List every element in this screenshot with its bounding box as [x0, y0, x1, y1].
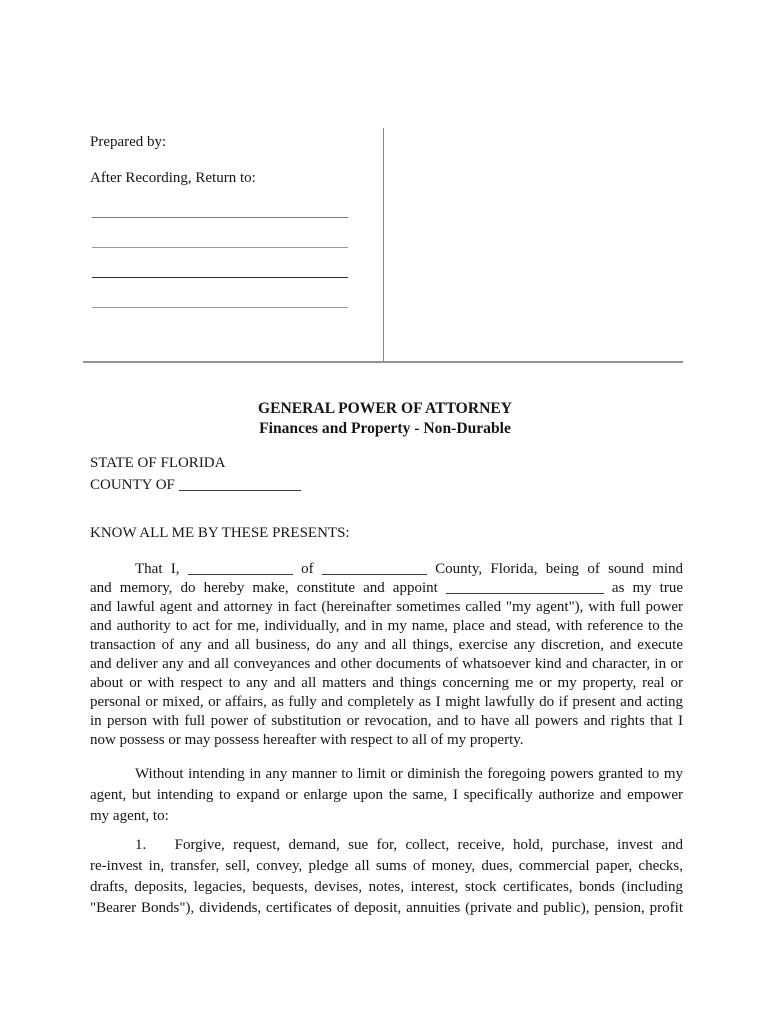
county-line — [90, 474, 301, 496]
paragraph-intro-line-4: and authority to act for me, individually, and in my name, place and stead, with reference to the — [90, 618, 683, 634]
paragraph-intro-line-2 — [90, 579, 683, 598]
paragraph-intro-line-3: and lawful agent and attorney in fact (hereinafter sometimes called "my agent"), with full power — [90, 599, 683, 615]
presents-heading: KNOW ALL ME BY THESE PRESENTS: — [90, 525, 350, 541]
document-subtitle: Finances and Property - Non-Durable — [259, 419, 511, 437]
return-address-blank-line-3 — [92, 277, 348, 278]
prepared-by-label: Prepared by: — [90, 134, 167, 150]
list-item-1-line-4: "Bearer Bonds"), dividends, certificates of deposit, annuities (private and public), pension, profit — [90, 900, 683, 916]
paragraph-intro-line-8: personal or mixed, or affairs, as fully and completely as I might lawfully do if present and acting — [90, 694, 683, 710]
return-address-blank-line-4 — [92, 307, 348, 308]
document-title: GENERAL POWER OF ATTORNEY — [257, 400, 512, 417]
list-item-1-line-2: re-invest in, transfer, sell, convey, pledge all sums of money, dues, commercial paper, checks, — [90, 858, 683, 874]
intro-text: County, Florida, being of sound mind — [435, 561, 684, 577]
paragraph-intro-line-10: now possess or may possess hereafter with respect to all of my property. — [90, 732, 524, 748]
paragraph-intro-line-5: transaction of any and all business, do any and all things, exercise any discretion, and execute — [90, 637, 683, 653]
paragraph-authorize — [90, 764, 683, 827]
header-horizontal-divider — [83, 361, 683, 363]
title-block — [0, 399, 770, 438]
paragraph-intro-line-7: about or with respect to any and all matters and things concerning me or my property, real or — [90, 675, 683, 691]
return-address-blank-line-2 — [92, 247, 348, 248]
paragraph-intro — [90, 560, 683, 750]
county-name-blank — [179, 488, 301, 491]
paragraph-intro-line-9: in person with full power of substitution or revocation, and to have all powers and rights that I — [90, 713, 683, 729]
list-item-1-line-1 — [90, 835, 683, 856]
intro-text: and memory, do hereby make, constitute and appoint — [90, 580, 438, 596]
header-vertical-divider — [383, 128, 384, 362]
principal-name-blank — [188, 572, 293, 575]
paragraph-authorize-line-3: my agent, to: — [90, 808, 169, 824]
intro-text: of — [301, 561, 314, 577]
return-address-blank-line-1 — [92, 217, 348, 218]
county-label: COUNTY OF — [90, 477, 175, 493]
after-recording-label: After Recording, Return to: — [90, 170, 256, 186]
list-item-1 — [90, 835, 683, 919]
principal-county-blank — [322, 572, 427, 575]
list-item-1-line-3: drafts, deposits, legacies, bequests, devises, notes, interest, stock certificates, bonds (including — [90, 879, 683, 895]
state-line: STATE OF FLORIDA — [90, 455, 226, 471]
paragraph-authorize-line-1: Without intending in any manner to limit or diminish the foregoing powers granted to my — [135, 766, 683, 782]
paragraph-intro-line-6: and deliver any and all conveyances and other documents of whatsoever kind and character, in or — [90, 656, 683, 672]
list-item-1-text: Forgive, request, demand, sue for, collect, receive, hold, purchase, invest and — [174, 837, 683, 853]
agent-name-blank — [446, 591, 604, 594]
paragraph-authorize-line-2: agent, but intending to expand or enlarge upon the same, I specifically authorize and empower — [90, 787, 683, 803]
paragraph-intro-line-1 — [90, 560, 683, 579]
intro-text: as my true — [611, 580, 684, 596]
list-item-1-number: 1. — [135, 837, 147, 853]
intro-text: That I, — [135, 561, 180, 577]
